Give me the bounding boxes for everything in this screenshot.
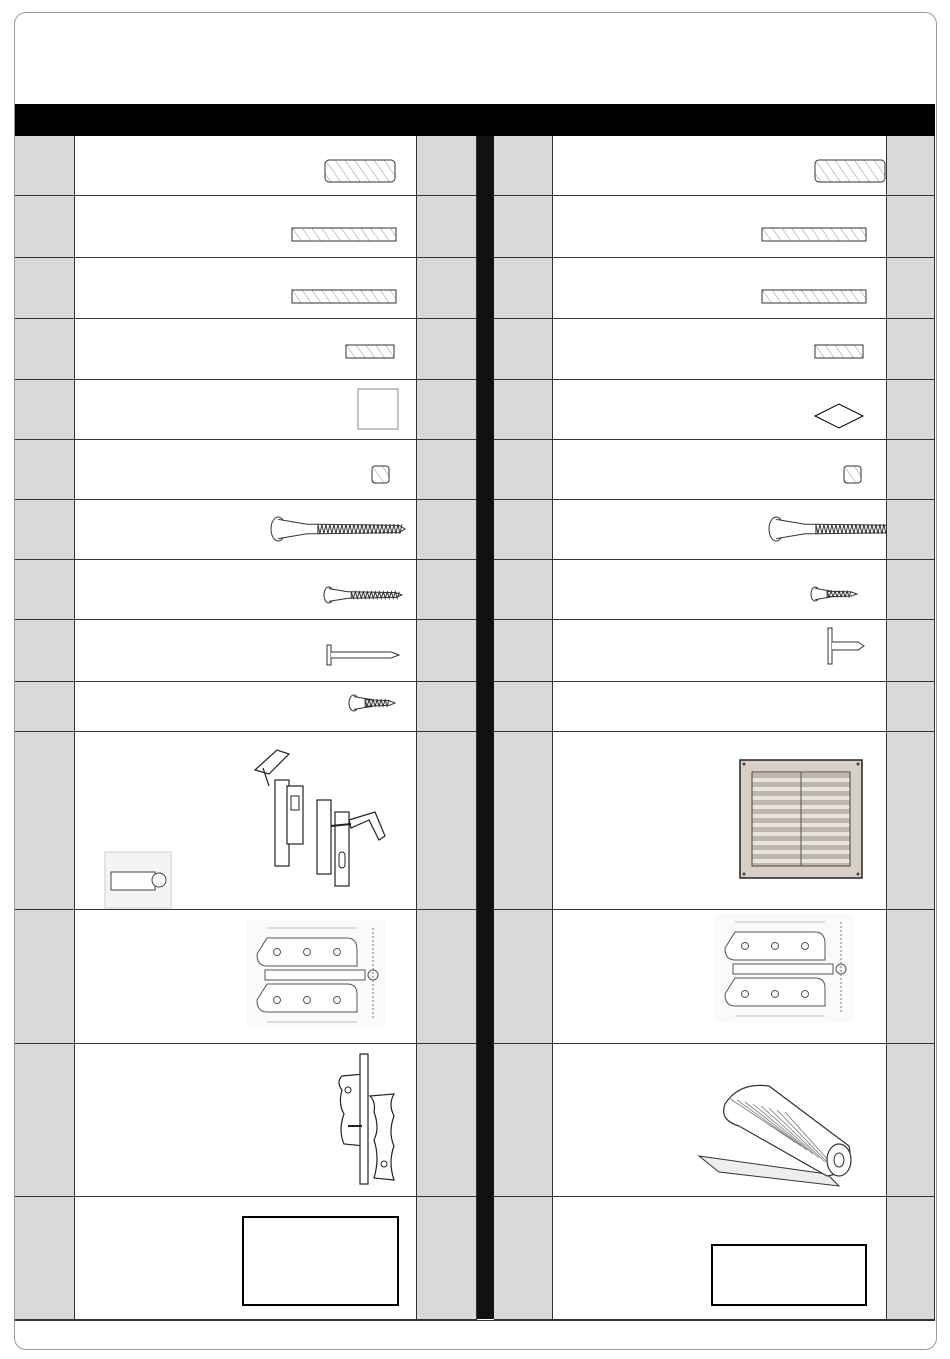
right-item-cell (553, 319, 887, 380)
left-qty-cell (417, 560, 477, 620)
right-index-cell (494, 910, 553, 1044)
left-index-cell (15, 258, 75, 319)
right-item-cell (553, 682, 887, 732)
short-hatched-block-icon (346, 345, 347, 346)
right-qty-cell (887, 258, 935, 319)
left-index-cell (15, 1197, 75, 1320)
right-index-cell (494, 1044, 553, 1197)
left-qty-cell (417, 1044, 477, 1197)
small-square-block-icon (372, 466, 373, 467)
diamond-panel-icon (815, 404, 816, 405)
left-qty-cell (417, 258, 477, 319)
right-item-cell (553, 136, 887, 196)
right-item-cell (553, 258, 887, 319)
long-hatched-plank-icon (292, 290, 293, 291)
empty-label-box-icon (242, 1216, 399, 1306)
right-qty-cell (887, 620, 935, 682)
right-qty-cell (887, 1044, 935, 1197)
large-wood-screw-icon (271, 517, 272, 518)
right-item-cell (553, 1197, 887, 1320)
small-square-block-icon (844, 466, 845, 467)
rounded-hatched-plank-icon (325, 160, 326, 161)
right-qty-cell (887, 440, 935, 500)
long-hatched-plank-icon (762, 290, 763, 291)
left-qty-cell (417, 500, 477, 560)
right-index-cell (494, 380, 553, 440)
right-qty-cell (887, 682, 935, 732)
left-qty-cell (417, 380, 477, 440)
right-index-cell (494, 682, 553, 732)
large-wood-screw-icon (769, 517, 770, 518)
hinge-technical-drawing-icon (715, 914, 716, 915)
left-index-cell (15, 319, 75, 380)
right-index-cell (494, 500, 553, 560)
left-qty-cell (417, 319, 477, 380)
short-nail-icon (828, 628, 829, 629)
right-item-cell (553, 440, 887, 500)
left-qty-cell (417, 1197, 477, 1320)
left-index-cell (15, 440, 75, 500)
empty-label-box-icon (711, 1244, 867, 1306)
lift-off-hinge-icon (330, 1054, 331, 1055)
right-index-cell (494, 560, 553, 620)
left-item-cell (75, 1044, 417, 1197)
left-index-cell (15, 1044, 75, 1197)
right-item-cell (553, 196, 887, 258)
right-qty-cell (887, 910, 935, 1044)
left-qty-cell (417, 620, 477, 682)
left-qty-cell (417, 682, 477, 732)
right-index-cell (494, 258, 553, 319)
left-item-cell (75, 440, 417, 500)
ventilation-grille-icon (740, 760, 741, 761)
center-divider (477, 136, 494, 1319)
right-qty-cell (887, 196, 935, 258)
right-qty-cell (887, 380, 935, 440)
right-index-cell (494, 196, 553, 258)
square-panel-icon (358, 389, 359, 390)
left-qty-cell (417, 732, 477, 910)
mortise-lock-and-cylinder-icon (235, 740, 236, 741)
right-index-cell (494, 319, 553, 380)
left-index-cell (15, 500, 75, 560)
right-item-cell (553, 380, 887, 440)
right-qty-cell (887, 732, 935, 910)
right-item-cell (553, 620, 887, 682)
right-item-cell (553, 500, 887, 560)
left-item-cell (75, 560, 417, 620)
right-qty-cell (887, 560, 935, 620)
right-qty-cell (887, 500, 935, 560)
left-index-cell (15, 620, 75, 682)
medium-screw-icon (324, 587, 325, 588)
left-index-cell (15, 682, 75, 732)
right-index-cell (494, 440, 553, 500)
right-qty-cell (887, 1197, 935, 1320)
left-index-cell (15, 732, 75, 910)
left-index-cell (15, 560, 75, 620)
left-qty-cell (417, 196, 477, 258)
short-hatched-block-icon (815, 345, 816, 346)
left-index-cell (15, 136, 75, 196)
right-index-cell (494, 620, 553, 682)
right-item-cell (553, 1044, 887, 1197)
left-item-cell (75, 258, 417, 319)
left-item-cell (75, 620, 417, 682)
left-item-cell (75, 380, 417, 440)
right-item-cell (553, 560, 887, 620)
left-qty-cell (417, 910, 477, 1044)
small-screw-icon (811, 587, 812, 588)
left-item-cell (75, 319, 417, 380)
left-item-cell (75, 196, 417, 258)
table-header (15, 104, 935, 137)
left-item-cell (75, 682, 417, 732)
nail-icon (327, 645, 328, 646)
right-index-cell (494, 1197, 553, 1320)
left-item-cell (75, 732, 417, 910)
rounded-hatched-plank-icon (815, 160, 816, 161)
left-item-cell (75, 1197, 417, 1320)
rolled-shutter-slat-icon (699, 1076, 700, 1077)
right-item-cell (553, 910, 887, 1044)
right-qty-cell (887, 136, 935, 196)
left-item-cell (75, 500, 417, 560)
left-index-cell (15, 196, 75, 258)
page-footer (15, 1320, 935, 1348)
long-hatched-plank-icon (762, 228, 763, 229)
left-qty-cell (417, 440, 477, 500)
left-index-cell (15, 380, 75, 440)
right-index-cell (494, 136, 553, 196)
left-item-cell (75, 910, 417, 1044)
left-qty-cell (417, 136, 477, 196)
right-index-cell (494, 732, 553, 910)
left-index-cell (15, 910, 75, 1044)
right-item-cell (553, 732, 887, 910)
tiny-screw-icon (349, 695, 350, 696)
left-item-cell (75, 136, 417, 196)
long-hatched-plank-icon (292, 228, 293, 229)
right-qty-cell (887, 319, 935, 380)
hinge-technical-drawing-icon (247, 920, 248, 921)
